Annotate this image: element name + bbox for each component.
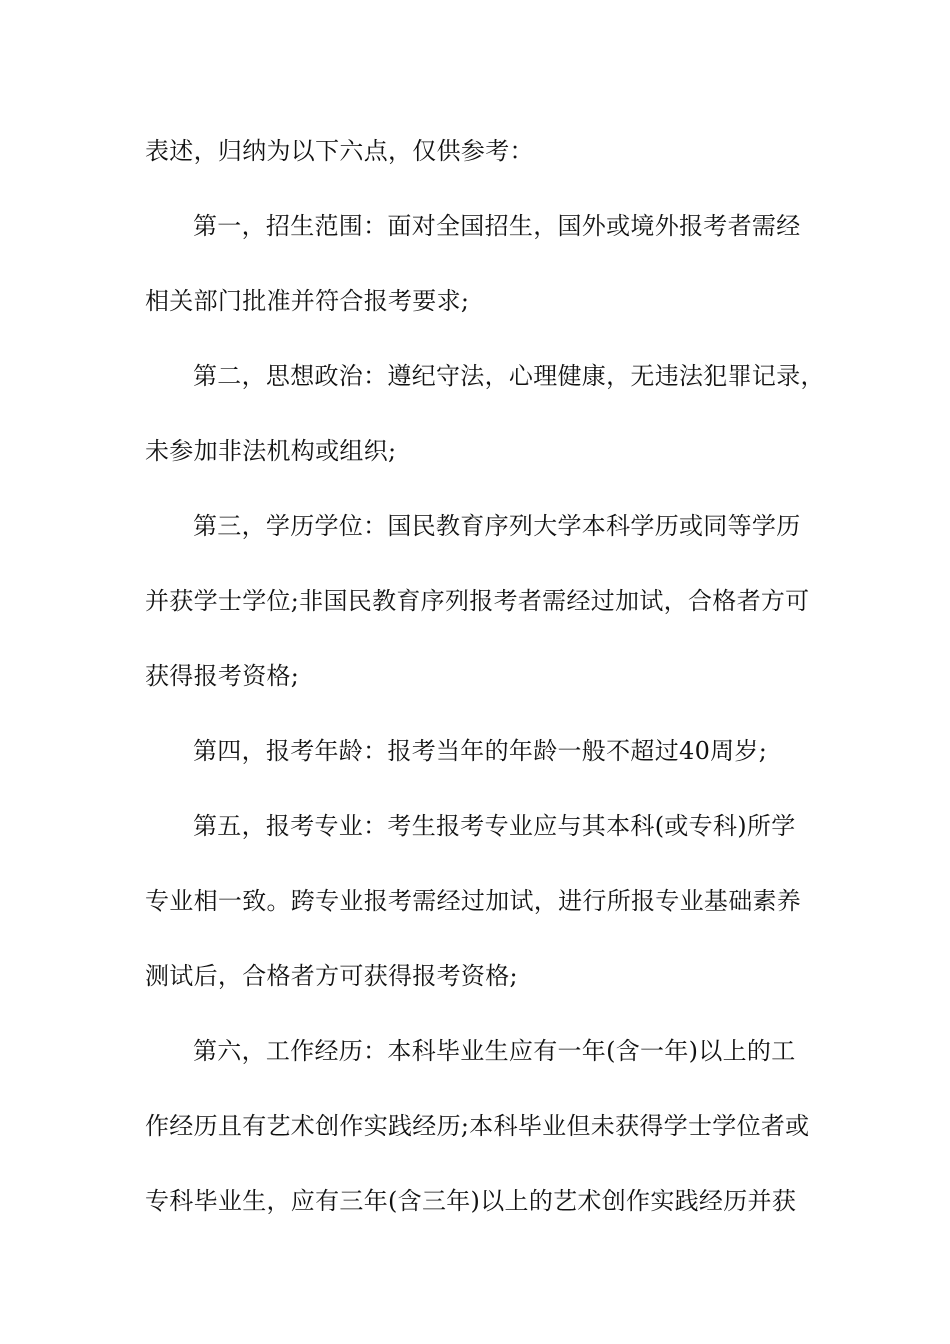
text-line-item-2: 第二，思想政治：遵纪守法，心理健康，无违法犯罪记录， xyxy=(193,362,825,390)
text-line-item-3-cont: 并获学士学位;非国民教育序列报考者需经过加试，合格者方可 xyxy=(145,587,810,615)
text-line-item-5-cont-2: 测试后，合格者方可获得报考资格; xyxy=(145,962,518,990)
text-line-item-4: 第四，报考年龄：报考当年的年龄一般不超过40周岁; xyxy=(193,737,768,765)
text-line-item-6: 第六，工作经历：本科毕业生应有一年(含一年)以上的工 xyxy=(193,1037,796,1065)
text-line-item-3: 第三，学历学位：国民教育序列大学本科学历或同等学历 xyxy=(193,512,801,540)
text-line-item-1: 第一，招生范围：面对全国招生，国外或境外报考者需经 xyxy=(193,212,801,240)
text-line-item-2-cont: 未参加非法机构或组织; xyxy=(145,437,397,465)
text-line-item-5-cont: 专业相一致。跨专业报考需经过加试，进行所报专业基础素养 xyxy=(145,887,802,915)
text-line-item-5: 第五，报考专业：考生报考专业应与其本科(或专科)所学 xyxy=(193,812,796,840)
text-line-item-6-cont: 作经历且有艺术创作实践经历;本科毕业但未获得学士学位者或 xyxy=(145,1112,810,1140)
text-line-item-1-cont: 相关部门批准并符合报考要求; xyxy=(145,287,470,315)
text-line-item-3-cont-2: 获得报考资格; xyxy=(145,662,300,690)
text-line-intro: 表述，归纳为以下六点，仅供参考： xyxy=(145,137,534,165)
text-line-item-6-cont-2: 专科毕业生，应有三年(含三年)以上的艺术创作实践经历并获 xyxy=(145,1187,797,1215)
